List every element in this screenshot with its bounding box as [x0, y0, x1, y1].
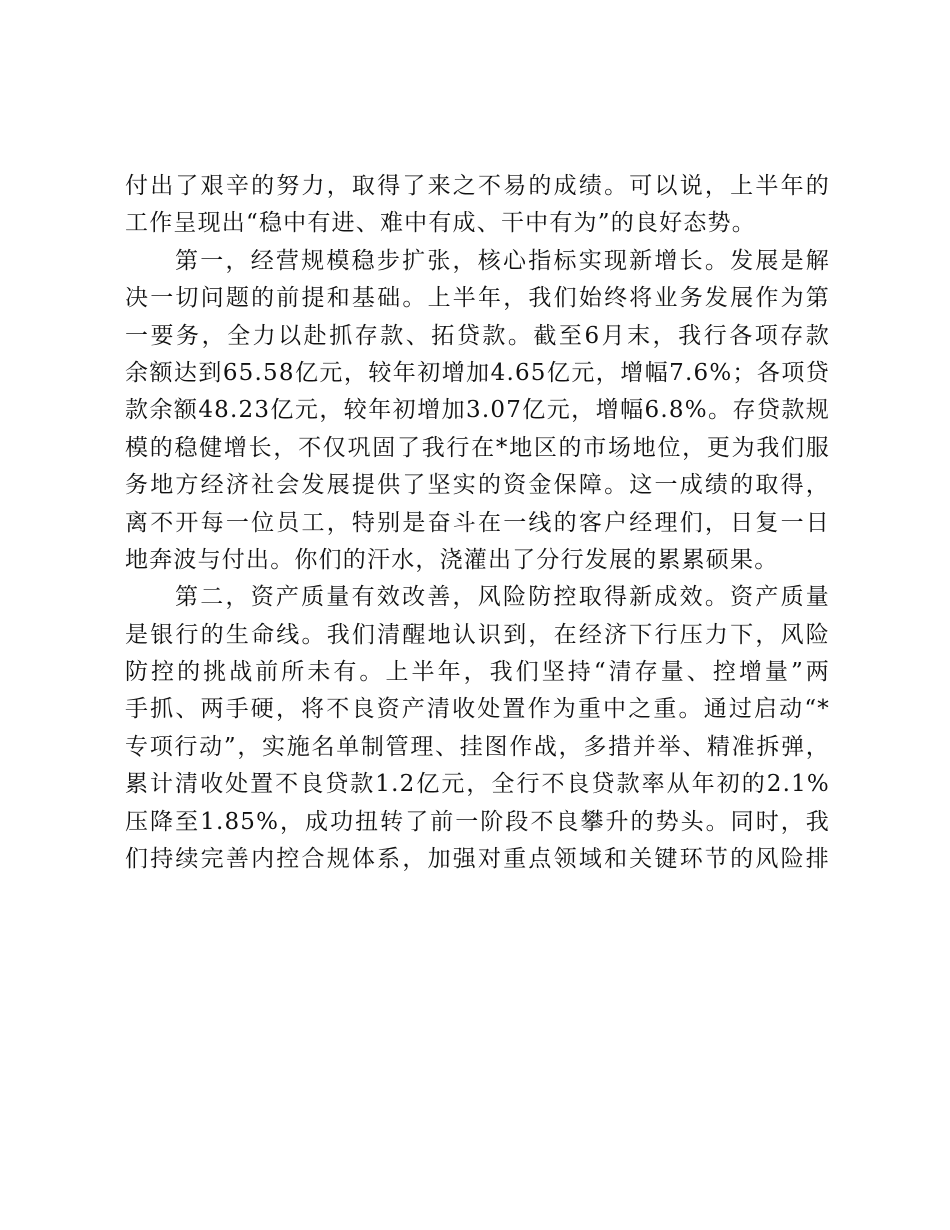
- text-line: 务地方经济社会发展提供了坚实的资金保障。这一成绩的取得，: [125, 472, 830, 499]
- text-line: 压降至1.85%，成功扭转了前一阶段不良攀升的势头。同时，我: [125, 808, 830, 835]
- text-line: 付出了艰辛的努力，取得了来之不易的成绩。可以说，上半年的: [125, 173, 830, 199]
- text-line: 手抓、两手硬，将不良资产清收处置作为重中之重。通过启动“*: [125, 696, 830, 723]
- text-line: 们持续完善内控合规体系，加强对重点领域和关键环节的风险排: [125, 846, 830, 873]
- text-line: 款余额48.23亿元，较年初增加3.07亿元，增幅6.8%。存贷款规: [125, 397, 830, 424]
- text-line: 地奔波与付出。你们的汗水，浇灌出了分行发展的累累硕果。: [125, 546, 779, 573]
- text-line: 专项行动”，实施名单制管理、挂图作战，多措并举、精准拆弹，: [125, 733, 830, 760]
- paragraph-start-line: 第二，资产质量有效改善，风险防控取得新成效。资产质量: [175, 584, 830, 611]
- text-line: 余额达到65.58亿元，较年初增加4.65亿元，增幅7.6%；各项贷: [125, 359, 830, 386]
- text-line: 累计清收处置不良贷款1.2亿元，全行不良贷款率从年初的2.1%: [125, 771, 830, 798]
- text-line: 是银行的生命线。我们清醒地认识到，在经济下行压力下，风险: [125, 621, 830, 648]
- text-line: 工作呈现出“稳中有进、难中有成、干中有为”的良好态势。: [125, 210, 756, 237]
- body-text: [125, 168, 830, 878]
- text-line: 一要务，全力以赴抓存款、拓贷款。截至6月末，我行各项存款: [125, 322, 830, 349]
- text-line: 决一切问题的前提和基础。上半年，我们始终将业务发展作为第: [125, 285, 830, 312]
- text-line: 防控的挑战前所未有。上半年，我们坚持“清存量、控增量”两: [125, 659, 830, 686]
- paragraph-start-line: 第一，经营规模稳步扩张，核心指标实现新增长。发展是解: [175, 247, 830, 274]
- text-line: 模的稳健增长，不仅巩固了我行在*地区的市场地位，更为我们服: [125, 434, 830, 461]
- text-line: 离不开每一位员工，特别是奋斗在一线的客户经理们，日复一日: [125, 509, 830, 536]
